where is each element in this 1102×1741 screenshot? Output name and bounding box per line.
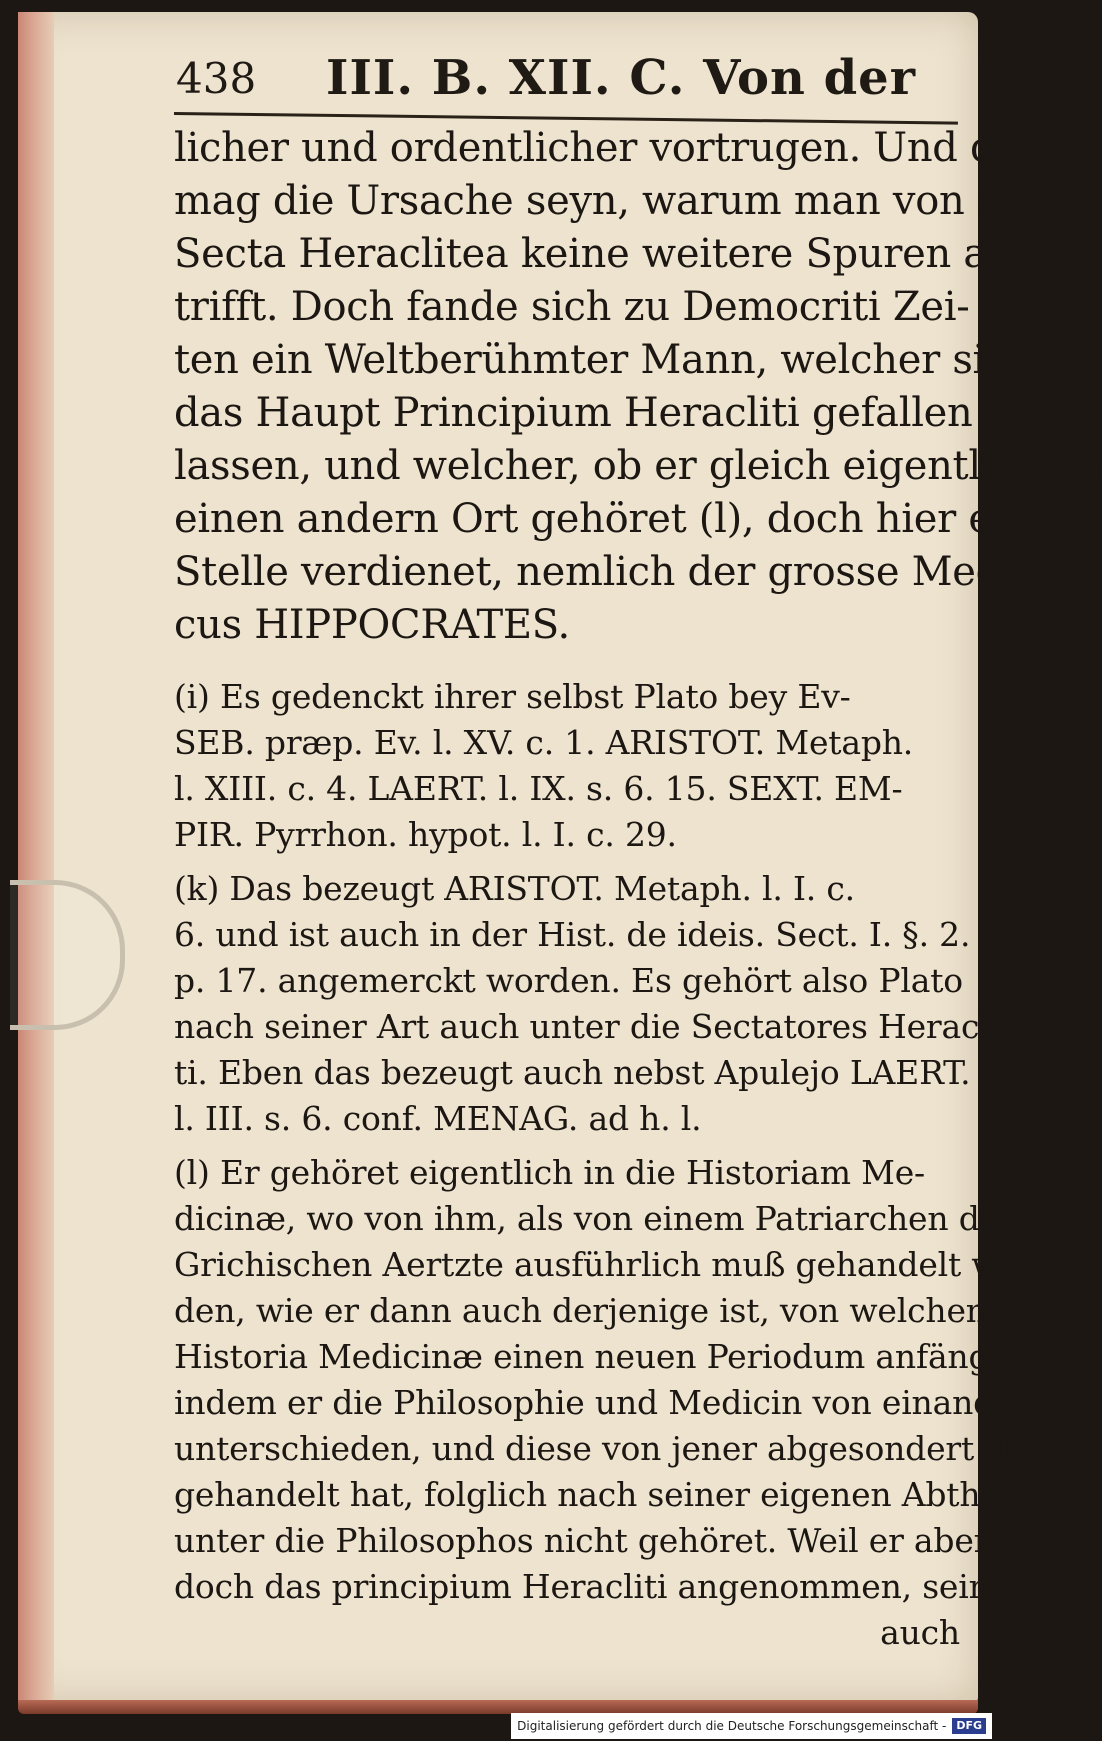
footnote-line: nach seiner Art auch unter die Sectatores Heracli- (174, 1007, 1011, 1046)
running-head: III. B. XII. C. Von der (326, 50, 916, 106)
footnote-line: (l) Er gehöret eigentlich in die Historiam Me- (174, 1153, 926, 1192)
footnote-line: (i) Es gedenckt ihrer selbst Plato bey Ev- (174, 677, 851, 716)
footnote-line: ti. Eben das bezeugt auch nebst Apulejo LAERT. (174, 1053, 971, 1092)
credit-text: Digitalisierung gefördert durch die Deutsche Forschungsgemeinschaft - (517, 1719, 947, 1733)
digitization-credit (511, 1713, 992, 1739)
text-line: cus HIPPOCRATES. (174, 602, 570, 648)
footnote-line: dicinæ, wo von ihm, als von einem Patriarchen der (174, 1199, 1015, 1238)
footnote-line: (k) Das bezeugt ARISTOT. Metaph. l. I. c. (174, 869, 855, 908)
footnote-line: l. XIII. c. 4. LAERT. l. IX. s. 6. 15. SEXT. EM- (174, 769, 903, 808)
footnote-line: Grichischen Aertzte ausführlich muß gehandelt wer- (174, 1245, 1046, 1284)
page-bottom-edge (18, 1700, 978, 1714)
footnote-k (174, 866, 1011, 1142)
page-clip (10, 880, 125, 1030)
text-line: einen andern Ort gehöret (l), doch hier eine (174, 496, 1054, 542)
dfg-logo-icon: DFG (952, 1718, 986, 1734)
text-line: licher und ordentlicher vortrugen. Und das (174, 125, 1040, 171)
text-line: trifft. Doch fande sich zu Democriti Zei- (174, 284, 970, 330)
main-paragraph (174, 122, 1102, 652)
footnote-line: SEB. præp. Ev. l. XV. c. 1. ARISTOT. Metaph. (174, 723, 914, 762)
footnote-i (174, 674, 974, 858)
footnote-line: Historia Medicinæ einen neuen Periodum anfängt, (174, 1337, 1013, 1376)
page-body (174, 122, 1102, 1656)
text-line: das Haupt Principium Heracliti gefallen (174, 390, 973, 436)
text-line: Stelle verdienet, nemlich der grosse Medi- (174, 549, 1027, 595)
footnote-line: indem er die Philosophie und Medicin von einander (174, 1383, 1029, 1422)
footnote-line: unter die Philosophos nicht gehöret. Weil er aber (174, 1521, 990, 1560)
text-line: lassen, und welcher, ob er gleich eigentlich an (174, 443, 1102, 489)
footnote-line: gehandelt hat, folglich nach seiner eigenen Abtheilung (174, 1475, 1084, 1514)
footnote-line: unterschieden, und diese von jener abgesondert ab- (174, 1429, 1036, 1468)
footnote-line: 6. und ist auch in der Hist. de ideis. Sect. I. §. 2. (174, 915, 971, 954)
page-number: 438 (176, 54, 257, 103)
footnote-line: p. 17. angemerckt worden. Es gehört also Plato (174, 961, 963, 1000)
page-gutter-edge (18, 12, 54, 1702)
text-line: Secta Heraclitea keine weitere Spuren an- (174, 231, 1026, 277)
text-line: mag die Ursache seyn, warum man von der (174, 178, 1045, 224)
catchword: auch (880, 1613, 960, 1652)
footnote-line: den, wie er dann auch derjenige ist, von welchem die (174, 1291, 1058, 1330)
footnote-line: PIR. Pyrrhon. hypot. l. I. c. 29. (174, 815, 677, 854)
text-line: ten ein Weltberühmter Mann, welcher sich (174, 337, 1033, 383)
footnote-line: doch das principium Heracliti angenommen, seiner (174, 1567, 1025, 1606)
footnote-l (174, 1150, 1084, 1656)
page-header (158, 40, 978, 110)
footnote-line: l. III. s. 6. conf. MENAG. ad h. l. (174, 1099, 702, 1138)
book-page (18, 12, 1102, 1702)
